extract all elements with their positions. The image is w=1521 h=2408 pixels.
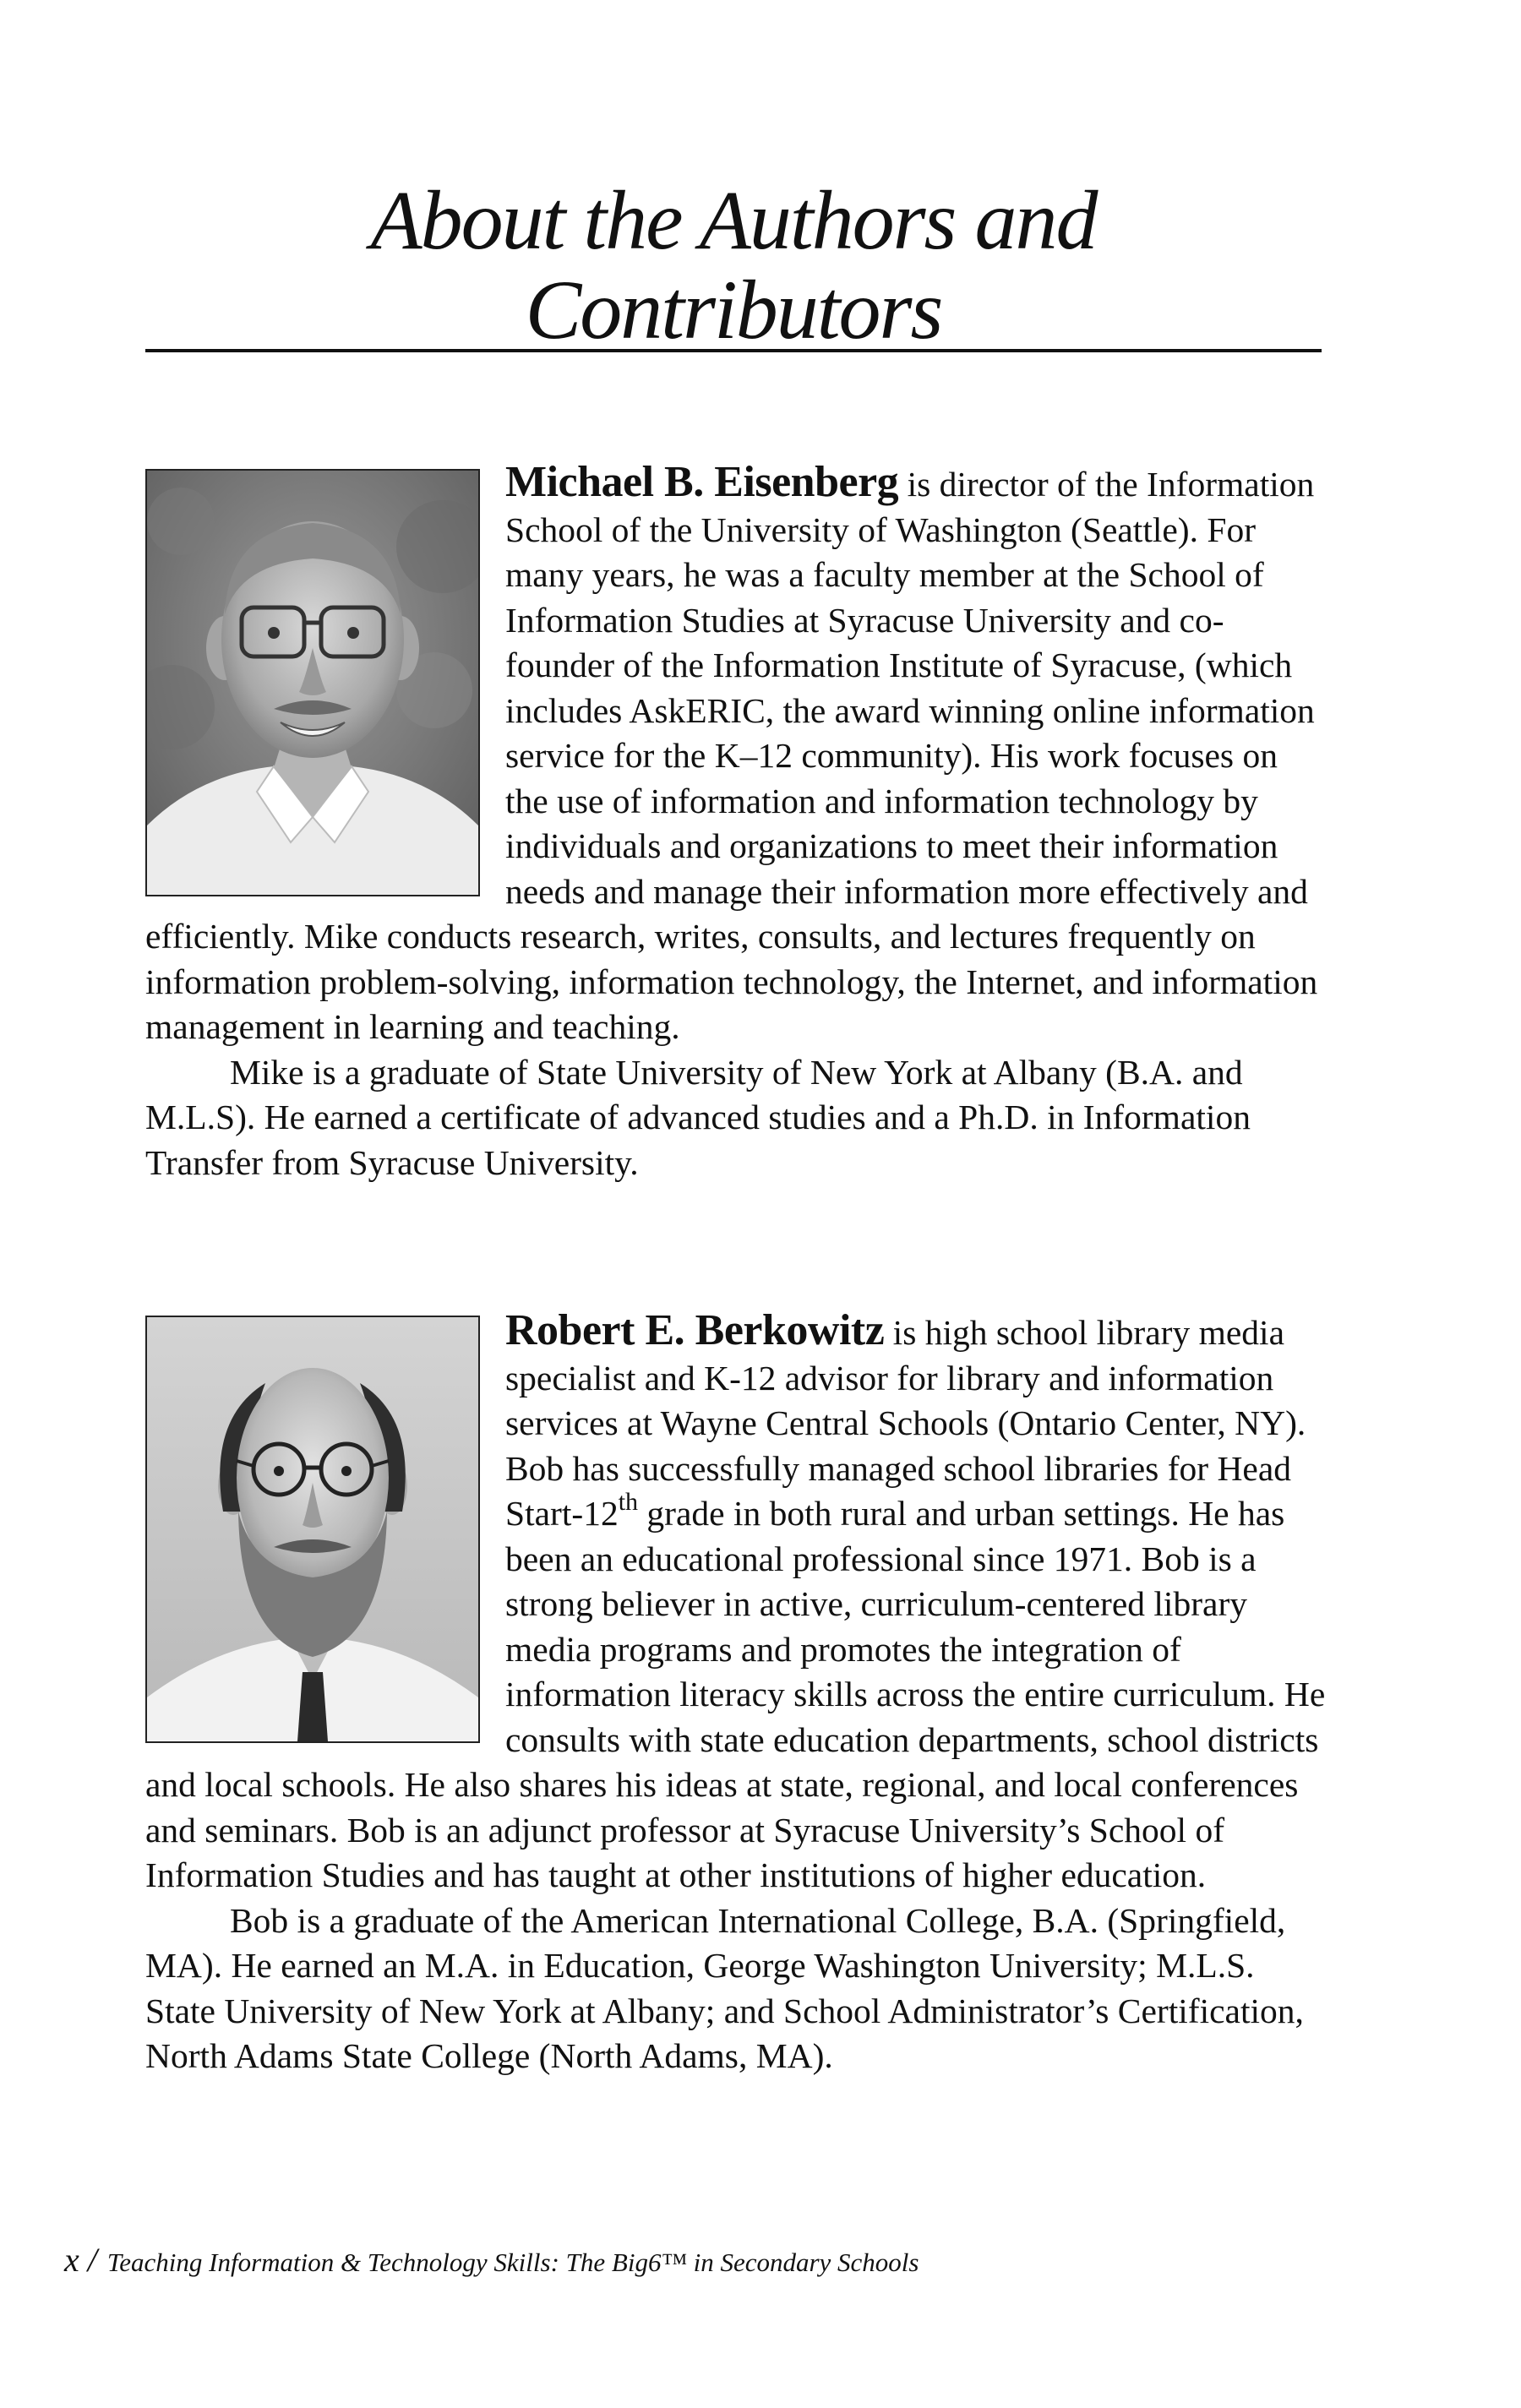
author-bio-eisenberg [145,460,1328,1185]
author-bio-berkowitz [145,1308,1328,2079]
author-name: Michael B. Eisenberg [505,458,899,506]
page-title-line-2: Contributors [525,263,942,357]
page-title-line-1: About the Authors and [370,173,1097,267]
bio-text-part-a: is high school library media specialist and K-12 advisor for library and information services at Wayne Central Schools (Ontario Center, NY). Bob has successfully managed school libraries for Head Start-12 [505,1313,1306,1533]
bio-paragraph-2: Bob is a graduate of the American International College, B.A. (Springfield, MA). He earned an M.A. in Education, George Washington University; M.L.S. State University of New York at Albany; and School Administrator’s Certification, North Adams State College (North Adams, MA). [145,1900,1304,2075]
bio-text-part-b: grade in both rural and urban settings. He has been an educational professional since 1971. Bob is a strong believer in active, curriculum-centered library media programs and promotes the integration of information literacy skills across the entire curriculum. He consults with state education departments, school districts and local schools. He also shares his ideas at state, regional, and local conferences and seminars. Bob is an adjunct professor at Syracuse University’s School of Information Studies and has taught at other institutions of higher education. [145,1494,1326,1894]
author-name: Robert E. Berkowitz [505,1306,885,1354]
title-rule [145,349,1322,352]
ordinal-superscript: th [618,1488,639,1516]
bio-paragraph-2: Mike is a graduate of State University of New York at Albany (B.A. and M.L.S). He earned a certificate of advanced studies and a Ph.D. in Information Transfer from Syracuse University. [145,1052,1251,1182]
bio-text: is director of the Information School of the University of Washington (Seattle). For many years, he was a faculty member at the School of Information Studies at Syracuse University and co-founder of the Information Institute of Syracuse, (which includes AskERIC, the award winning online information service for the K–12 community). His work focuses on the use of information and information technology by individuals and organizations to meet their information needs and manage their information more effectively and efficiently. Mike conducts research, writes, consults, and lectures frequently on information problem-solving, information technology, the Internet, and information management in learning and teaching. [145,465,1318,1046]
page-title [145,173,1322,357]
running-footer [64,2243,919,2280]
running-title: Teaching Information & Technology Skills: The Big6™ in Secondary Schools [106,2247,919,2277]
page-folio: x / [64,2241,97,2279]
